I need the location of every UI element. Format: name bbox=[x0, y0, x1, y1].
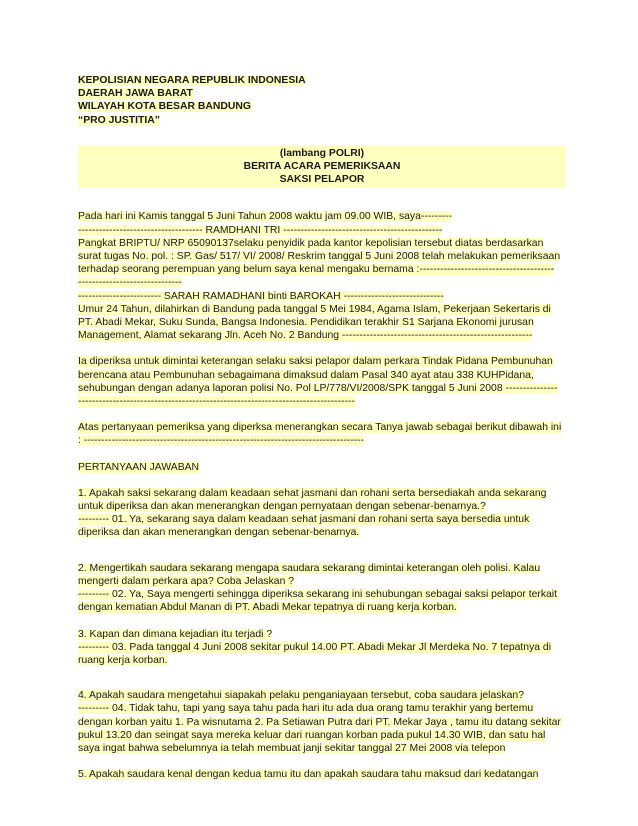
case-line: sehubungan dengan adanya laporan polisi No. Pol LP/778/VI/2008/SPK tanggal 5 Juni 2008 --------------- bbox=[78, 382, 558, 394]
answer-line: dengan kematian Abdul Manan di PT. Abadi Mekar tepatnya di ruang kerja korban. bbox=[78, 602, 457, 614]
header-line-city: WILAYAH KOTA BESAR BANDUNG bbox=[78, 101, 251, 113]
qa-intro-line: Atas pertanyaan pemeriksa yang diperksa menerangkan secara Tanya jawab sebagai berikut dibawah ini bbox=[78, 422, 562, 434]
document-title-box bbox=[78, 145, 566, 189]
answer-line: --------- 01. Ya, sekarang saya dalam keadaan sehat jasmani dan rohani serta saya bersedia untuk bbox=[78, 514, 530, 526]
intro-line: PT. Abadi Mekar, Suku Sunda, Bangsa Indonesia. Pendidikan terakhir S1 Sarjana Ekonomi jurusan bbox=[78, 317, 534, 329]
document-content bbox=[78, 74, 566, 781]
question-line: 5. Apakah saudara kenal dengan kedua tamu itu dan apakah saudara tahu maksud dari kedatangan bbox=[78, 769, 539, 781]
answer-line: pukul 13.20 dan seingat saya mereka keluar dari ruangan korban pada pukul 14.30 WIB, dan satu hal bbox=[78, 729, 546, 741]
question-5 bbox=[78, 768, 566, 781]
answer-line: diperiksa dan akan menerangkan dengan sebenar-benarnya. bbox=[78, 527, 360, 539]
qa-intro-line: : --------------------------------------------------------------------------------- bbox=[78, 435, 365, 447]
document-header bbox=[78, 74, 566, 127]
case-paragraph bbox=[78, 355, 566, 408]
question-2 bbox=[78, 562, 566, 615]
intro-line: terhadap seorang perempuan yang belum saya kenal mengaku bernama :--------------------------------------- bbox=[78, 264, 555, 276]
question-3 bbox=[78, 628, 566, 668]
question-line: 4. Apakah saudara mengetahui siapakah pelaku penganiayaan tersebut, coba saudara jelaskan? bbox=[78, 690, 524, 702]
answer-line: --------- 03. Pada tanggal 4 Juni 2008 sekitar pukul 14.00 PT. Abadi Mekar Jl Merdeka No. 7 tepatnya di bbox=[78, 641, 552, 653]
intro-paragraph bbox=[78, 210, 566, 342]
question-line: 1. Apakah saksi sekarang dalam keadaan sehat jasmani dan rohani serta bersediakah anda sekarang bbox=[78, 487, 547, 499]
case-line: Ia diperiksa untuk dimintai keterangan selaku saksi pelapor dalam perkara Tindak Pidana Pembunuhan bbox=[78, 356, 553, 368]
title-sub: SAKSI PELAPOR bbox=[279, 174, 365, 186]
intro-line: Management, Alamat sekarang Jln. Aceh No. 2 Bandung ------------------------------------------------------- bbox=[78, 330, 533, 342]
header-line-institution: KEPOLISIAN NEGARA REPUBLIK INDONESIA bbox=[78, 75, 306, 86]
header-line-motto: “PRO JUSTITIA” bbox=[78, 114, 160, 126]
intro-line: Pangkat BRIPTU/ NRP 65090137selaku penyidik pada kantor kepolisian tersebut diatas berdasarkan bbox=[78, 237, 544, 249]
answer-line: dengan korban yaitu 1. Pa wisnutama 2. Pa Setiawan Putra dari PT. Mekar Jaya , tamu itu datang sekitar bbox=[78, 716, 561, 728]
question-line: mengerti dalam perkara apa? Coba Jelaskan ? bbox=[78, 575, 295, 587]
title-emblem-note: (lambang POLRI) bbox=[279, 147, 365, 159]
answer-line: saya ingat bahwa sebelumnya ia telah membuat janji sekitar tanggal 27 Mei 2008 via telepon bbox=[78, 742, 506, 754]
intro-line: ------------------------ SARAH RAMADHANI binti BAROKAH ----------------------------- bbox=[78, 290, 444, 302]
header-line-region: DAERAH JAWA BARAT bbox=[78, 88, 193, 100]
title-main: BERITA ACARA PEMERIKSAAN bbox=[243, 161, 401, 173]
intro-line: Pada hari ini Kamis tanggal 5 Juni Tahun 2008 waktu jam 09.00 WIB, saya--------- bbox=[78, 211, 453, 223]
intro-line: ------------------------------------ RAMDHANI TRI ---------------------------------------------- bbox=[78, 224, 443, 236]
section-title bbox=[78, 461, 566, 474]
question-line: untuk diperiksa dan akan menerangkan dengan pernyataan dengan sebenar-benarnya.? bbox=[78, 501, 486, 513]
answer-line: --------- 04. Tidak tahu, tapi yang saya tahu pada hari itu ada dua orang tamu terakhir yang bertemu bbox=[78, 703, 534, 715]
question-1 bbox=[78, 487, 566, 540]
question-4 bbox=[78, 689, 566, 755]
answer-line: ruang kerja korban. bbox=[78, 654, 168, 666]
question-line: 3. Kapan dan dimana kejadian itu terjadi ? bbox=[78, 628, 273, 640]
case-line: berencana atau Pembunuhan sebagaimana dimaksud dalam Pasal 340 ayat atau 338 KUHPidana, bbox=[78, 369, 534, 381]
case-line: -------------------------------------------------------------------------------- bbox=[78, 396, 355, 408]
intro-line: ------------------------------ bbox=[78, 277, 182, 289]
answer-line: --------- 02. Ya, Saya mengerti sehingga diperiksa sekarang ini sehubungan sebagai saksi pelapor terkait bbox=[78, 589, 557, 601]
qa-intro-paragraph bbox=[78, 421, 566, 447]
intro-line: Umur 24 Tahun, dilahirkan di Bandung pada tanggal 5 Mei 1984, Agama Islam, Pekerjaan Sekertaris di bbox=[78, 303, 551, 315]
section-title-text: PERTANYAAN JAWABAN bbox=[78, 461, 200, 473]
intro-line: surat tugas No. pol. : SP. Gas/ 517/ VI/ 2008/ Reskrim tanggal 5 Juni 2008 telah melakukan pemeriksaan bbox=[78, 251, 561, 263]
question-line: 2. Mengertikah saudara sekarang mengapa saudara sekarang dimintai keterangan oleh polisi. Kalau bbox=[78, 562, 541, 574]
